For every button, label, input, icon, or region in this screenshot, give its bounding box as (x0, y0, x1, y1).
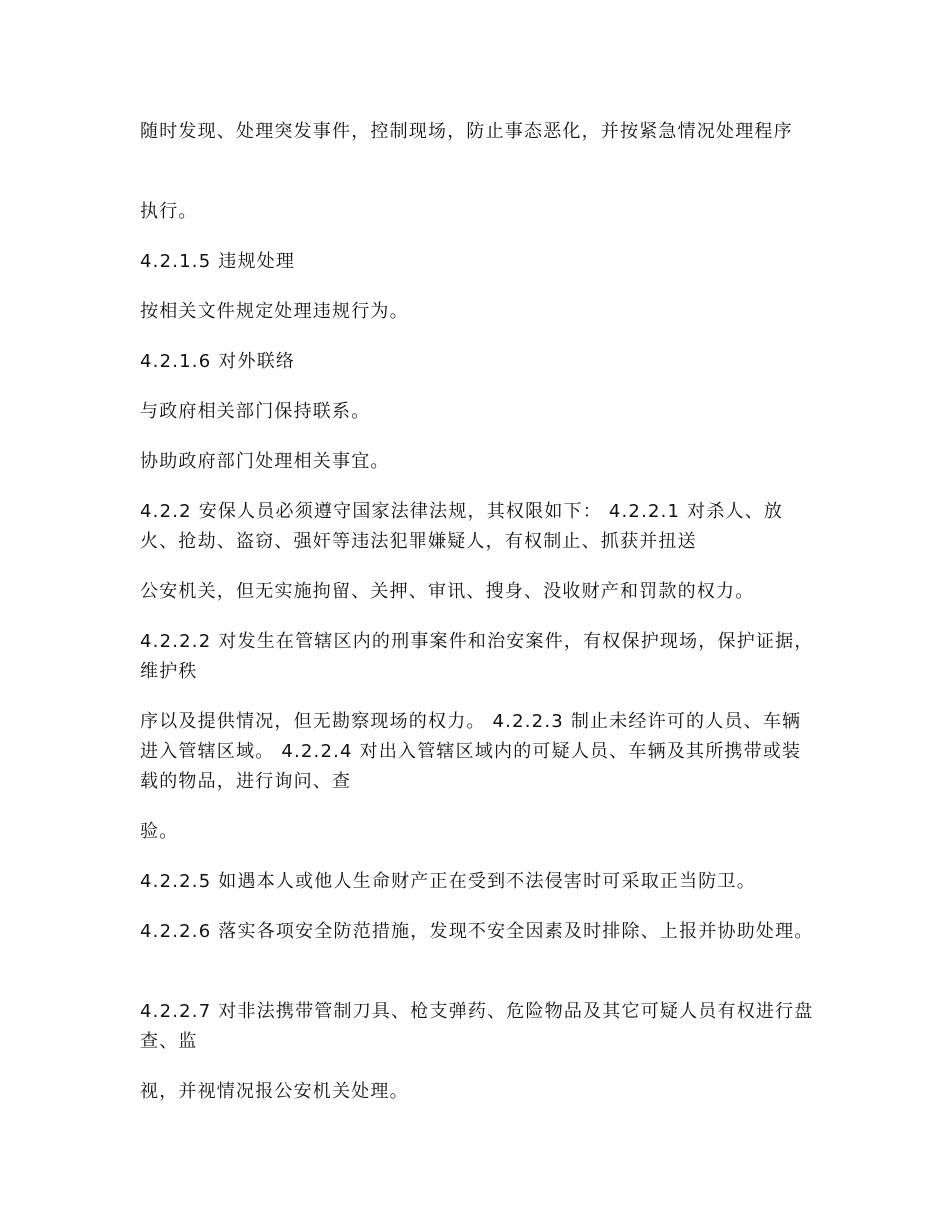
paragraph-security-authority: 4.2.2 安保人员必须遵守国家法律法规，其权限如下： 4.2.2.1 对杀人、放火、抢劫、盗窃、强奸等违法犯罪嫌疑人，有权制止、抓获并扭送 (140, 501, 784, 552)
paragraph-self-defense: 4.2.2.5 如遇本人或他人生命财产正在受到不法侵害时可采取正当防卫。 (140, 871, 756, 892)
paragraph-government-contact: 与政府相关部门保持联系。 (140, 401, 371, 422)
paragraph-emergency-handling: 随时发现、处理突发事件，控制现场，防止事态恶化，并按紧急情况处理程序 (140, 121, 793, 142)
heading-violation-handling: 4.2.1.5 违规处理 (140, 251, 296, 272)
paragraph-inspection-end: 验。 (140, 821, 179, 842)
paragraph-order-and-inspection: 序以及提供情况，但无勘察现场的权力。 4.2.2.3 制止未经许可的人员、车辆进入管辖区域。 4.2.2.4 对出入管辖区域内的可疑人员、车辆及其所携带或装载的物品，进行询问、查 (140, 711, 802, 792)
paragraph-execute: 执行。 (140, 201, 198, 222)
paragraph-police-handover: 公安机关，但无实施拘留、关押、审讯、搜身、没收财产和罚款的权力。 (140, 581, 755, 602)
paragraph-violation-rule: 按相关文件规定处理违规行为。 (140, 301, 409, 322)
paragraph-security-measures: 4.2.2.6 落实各项安全防范措施，发现不安全因素及时排除、上报并协助处理。 (140, 921, 814, 942)
paragraph-report-police: 视，并视情况报公安机关处理。 (140, 1081, 409, 1102)
paragraph-illegal-items: 4.2.2.7 对非法携带管制刀具、枪支弹药、危险物品及其它可疑人员有权进行盘查、监 (140, 1001, 814, 1052)
paragraph-crime-scene: 4.2.2.2 对发生在管辖区内的刑事案件和治安案件，有权保护现场，保护证据，维护秩 (140, 631, 814, 682)
heading-external-liaison: 4.2.1.6 对外联络 (140, 351, 296, 372)
paragraph-assist-government: 协助政府部门处理相关事宜。 (140, 451, 390, 472)
